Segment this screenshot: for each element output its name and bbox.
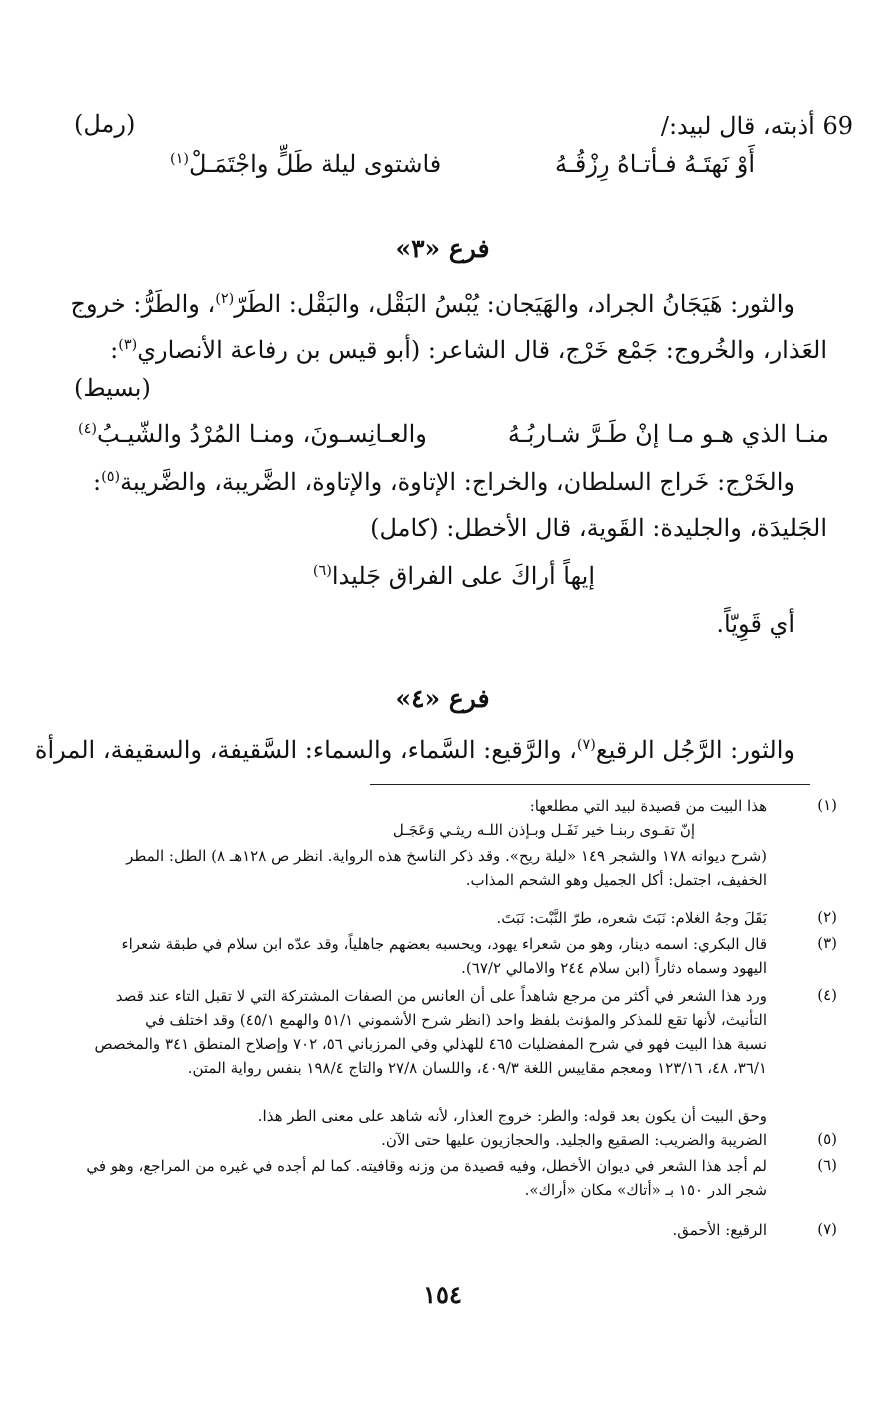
meter-label-ramal: (رمل) <box>74 110 136 138</box>
footnote-line: بَقَلَ وجهُ الغلام: نَبَتَ شعره، طرّ النَّبْت: نَبَتَ. <box>496 909 767 927</box>
paragraph-line: والخَرْج: خَراج السلطان، والخراج: الإتاوة، والإتاوة، الضَّريبة، والضَّريبة$^{(٥)}$: <box>93 468 795 496</box>
paragraph-line: والثور: هَيَجَانُ الجراد، والهَيَجان: يُبْسُ البَقْل، والبَقْل: الطَرّ$^{(٢)}$، والطَرُّ: خروج <box>70 290 795 318</box>
section-title-3: فرع «٣» <box>395 234 490 263</box>
verse-single: إيهاً أراكَ على الفراق جَليدا$^{(٦)}$ <box>312 562 595 590</box>
footnote-number: (٣) <box>817 934 837 952</box>
paragraph-line: الجَليدَة، والجليدة: القَوية، قال الأخطل: (كامل) <box>370 514 827 542</box>
footnote-line: اليهود وسماه دثاراً (ابن سلام ٢٤٤ والامالي ٦٧/٢). <box>461 959 767 977</box>
footnote-line: وحق البيت أن يكون بعد قوله: والطر: خروج العذار، لأنه شاهد على معنى الطر هذا. <box>257 1107 767 1125</box>
paragraph-line: العَذار، والخُروج: جَمْع خَرْج، قال الشاعر: (أبو قيس بن رفاعة الأنصاري$^{(٣)}$: <box>110 336 827 364</box>
paragraph-line: أي قَوِيّاً. <box>716 610 795 638</box>
footnote-number: (٥) <box>817 1130 837 1148</box>
verse-hemistich-right: منـا الذي هـو مـا إنْ طَـرَّ شـاربُـهُ <box>507 420 829 448</box>
footnote-line: الرقيع: الأحمق. <box>672 1221 767 1239</box>
section-title-4: فرع «٤» <box>395 684 490 713</box>
verse-hemistich-left: والعـانِسـونَ، ومنـا المُرْدُ والشّيـبُ$^{(٤)}$ <box>78 420 427 448</box>
footnote-line: التأنيث، لأنها تقع للمذكر والمؤنث بلفظ واحد (انظر شرح الأشموني ٥١/١ والهمع ٤٥/١) وقد اختلف في <box>145 1011 767 1029</box>
footnote-ref: (١) <box>170 151 189 167</box>
footnote-line: نسبة هذا البيت فهو في شرح المفضليات ٤٦٥ للهذلي وفي المرزباني ٥٦، ٧٠٢ وإصلاح المنطق ٣٤١ والمخصص <box>94 1035 767 1053</box>
footnote-number: (٤) <box>817 986 837 1004</box>
footnote-line: (شرح ديوانه ١٧٨ والشجر ١٤٩ «ليلة ريح». وقد ذكر الناسخ هذه الرواية. انظر ص ١٢٨هـ ٨) الطل: المطر <box>126 847 767 865</box>
footnote-line: قال البكري: اسمه دينار، وهو من شعراء يهود، ويحسبه بعضهم جاهلياً، وقد عدّه ابن سلام في طبقة شعراء <box>121 935 767 953</box>
top-lead: 69 أذبته، قال لبيد:/ <box>660 112 853 140</box>
footnote-line: ورد هذا الشعر في أكثر من مرجع شاهداً على أن العانس من الصفات المشتركة التي لا تقبل التاء عند قصد <box>115 987 767 1005</box>
footnote-rule <box>370 784 810 785</box>
footnote-number: (١) <box>817 796 837 814</box>
footnote-line: ٣٦/١، ٤٨، ١٢٣/١٦ ومعجم مقاييس اللغة ٤٠٩/٣، واللسان ٢٧/٨ والتاج ١٩٨/٤ بنفس رواية المتن. <box>187 1059 767 1077</box>
footnote-line: إنّ تقـوى ربنـا خير نَفَـل وبـإذن اللـه ريثـي وَعَجَـل <box>392 821 695 839</box>
footnote-line: الضريبة والضريب: الصقيع والجليد. والحجازيون عليها حتى الآن. <box>381 1131 767 1149</box>
verse-hemistich-left: فاشتوى ليلة طَلٍّ واجْتَمَـلْ$^{(١)}$ <box>170 150 442 178</box>
verse-hemistich-right: أَوْ نَهتَـهُ فـأتـاهُ رِزْقُـهُ <box>555 150 755 178</box>
footnote-number: (٧) <box>817 1220 837 1238</box>
paragraph-line: والثور: الرَّجُل الرقيع$^{(٧)}$، والرَّقيع: السَّماء، والسماء: السَّقيفة، والسقيفة، المرأة <box>34 736 795 764</box>
footnote-line: لم أجد هذا الشعر في ديوان الأخطل، وفيه قصيدة من وزنه وقافيته. كما لم أجده في غيره من المراجع، وهو في <box>86 1157 767 1175</box>
footnote-line: الخفيف، اجتمل: أكل الجميل وهو الشحم المذاب. <box>465 871 767 889</box>
footnote-line: شجر الدر ١٥٠ بـ «أتاك» مكان «أراك». <box>524 1181 767 1199</box>
footnote-number: (٢) <box>817 908 837 926</box>
meter-label-basit: (بسيط) <box>74 374 151 402</box>
footnote-line: هذا البيت من قصيدة لبيد التي مطلعها: <box>529 797 767 815</box>
footnote-number: (٦) <box>817 1156 837 1174</box>
page-number: ١٥٤ <box>423 1280 462 1309</box>
